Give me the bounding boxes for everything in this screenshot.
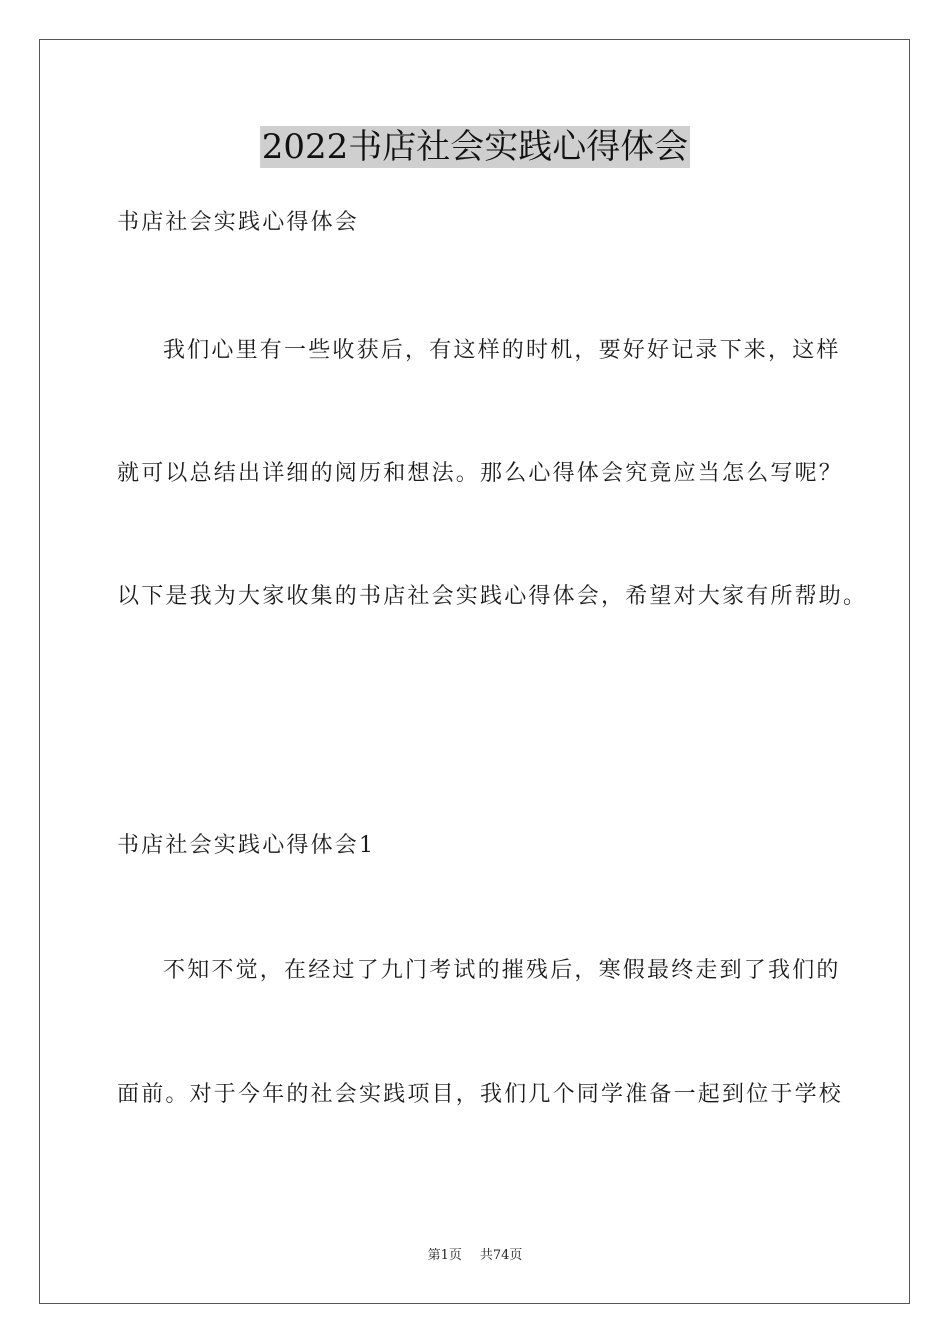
document-title: 2022书店社会实践心得体会 — [261, 127, 689, 167]
page-number: 第1页 — [427, 1248, 462, 1263]
paragraph-line-2: 就可以总结出详细的阅历和想法。那么心得体会究竟应当怎么写呢？ — [117, 461, 844, 486]
section-line-2: 面前。对于今年的社会实践项目，我们几个同学准备一起到位于学校 — [117, 1082, 844, 1107]
section-line-1: 不知不觉，在经过了九门考试的摧残后，寒假最终走到了我们的 — [163, 958, 841, 983]
document-subtitle: 书店社会实践心得体会 — [117, 210, 360, 235]
paragraph-line-3: 以下是我为大家收集的书店社会实践心得体会，希望对大家有所帮助。 — [117, 584, 868, 609]
paragraph-line-1: 我们心里有一些收获后，有这样的时机，要好好记录下来，这样 — [163, 338, 841, 363]
page-footer — [0, 1247, 950, 1265]
page-total: 共74页 — [479, 1248, 523, 1263]
section-heading: 书店社会实践心得体会1 — [117, 833, 376, 858]
title-container — [0, 126, 950, 168]
